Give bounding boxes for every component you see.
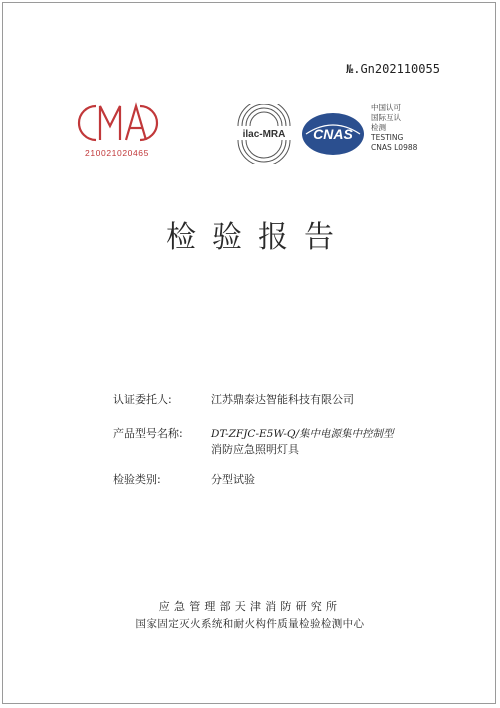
- cnas-logo: [300, 110, 366, 158]
- cnas-accreditation-text: [371, 103, 461, 153]
- product-label: 产品型号名称:: [113, 427, 183, 440]
- cma-logo: [74, 100, 160, 164]
- inspection-type-value: 分型试验: [211, 473, 255, 486]
- svg-text:CNAS: CNAS: [313, 126, 353, 142]
- cnas-line-4: TESTING: [371, 133, 404, 142]
- issuer-center: 国家固定灭火系统和耐火构件质量检验检测中心: [135, 618, 365, 630]
- ilac-mra-logo: [232, 104, 296, 164]
- product-value-line2: 消防应急照明灯具: [211, 443, 299, 456]
- cma-code: 210021020465: [85, 148, 149, 158]
- report-number: №.Gn202110055: [346, 62, 440, 76]
- client-value: 江苏鼎泰达智能科技有限公司: [211, 393, 354, 406]
- client-label: 认证委托人:: [113, 393, 172, 406]
- issuer-name: 应急管理部天津消防研究所: [158, 600, 342, 613]
- product-field: [113, 426, 431, 458]
- cnas-line-3: 检测: [371, 123, 386, 132]
- cnas-line-1: 中国认可: [371, 103, 401, 112]
- product-value-line1: DT-ZFJC-E5W-Q/集中电源集中控制型: [211, 428, 394, 440]
- inspection-type-label: 检验类别:: [113, 473, 161, 486]
- client-field: [113, 392, 431, 408]
- cnas-line-2: 国际互认: [371, 113, 401, 122]
- inspection-type-field: [113, 472, 431, 488]
- svg-text:ilac-MRA: ilac-MRA: [242, 129, 286, 140]
- cnas-line-5: CNAS L0988: [371, 143, 418, 152]
- report-title: 检验报告: [166, 220, 350, 255]
